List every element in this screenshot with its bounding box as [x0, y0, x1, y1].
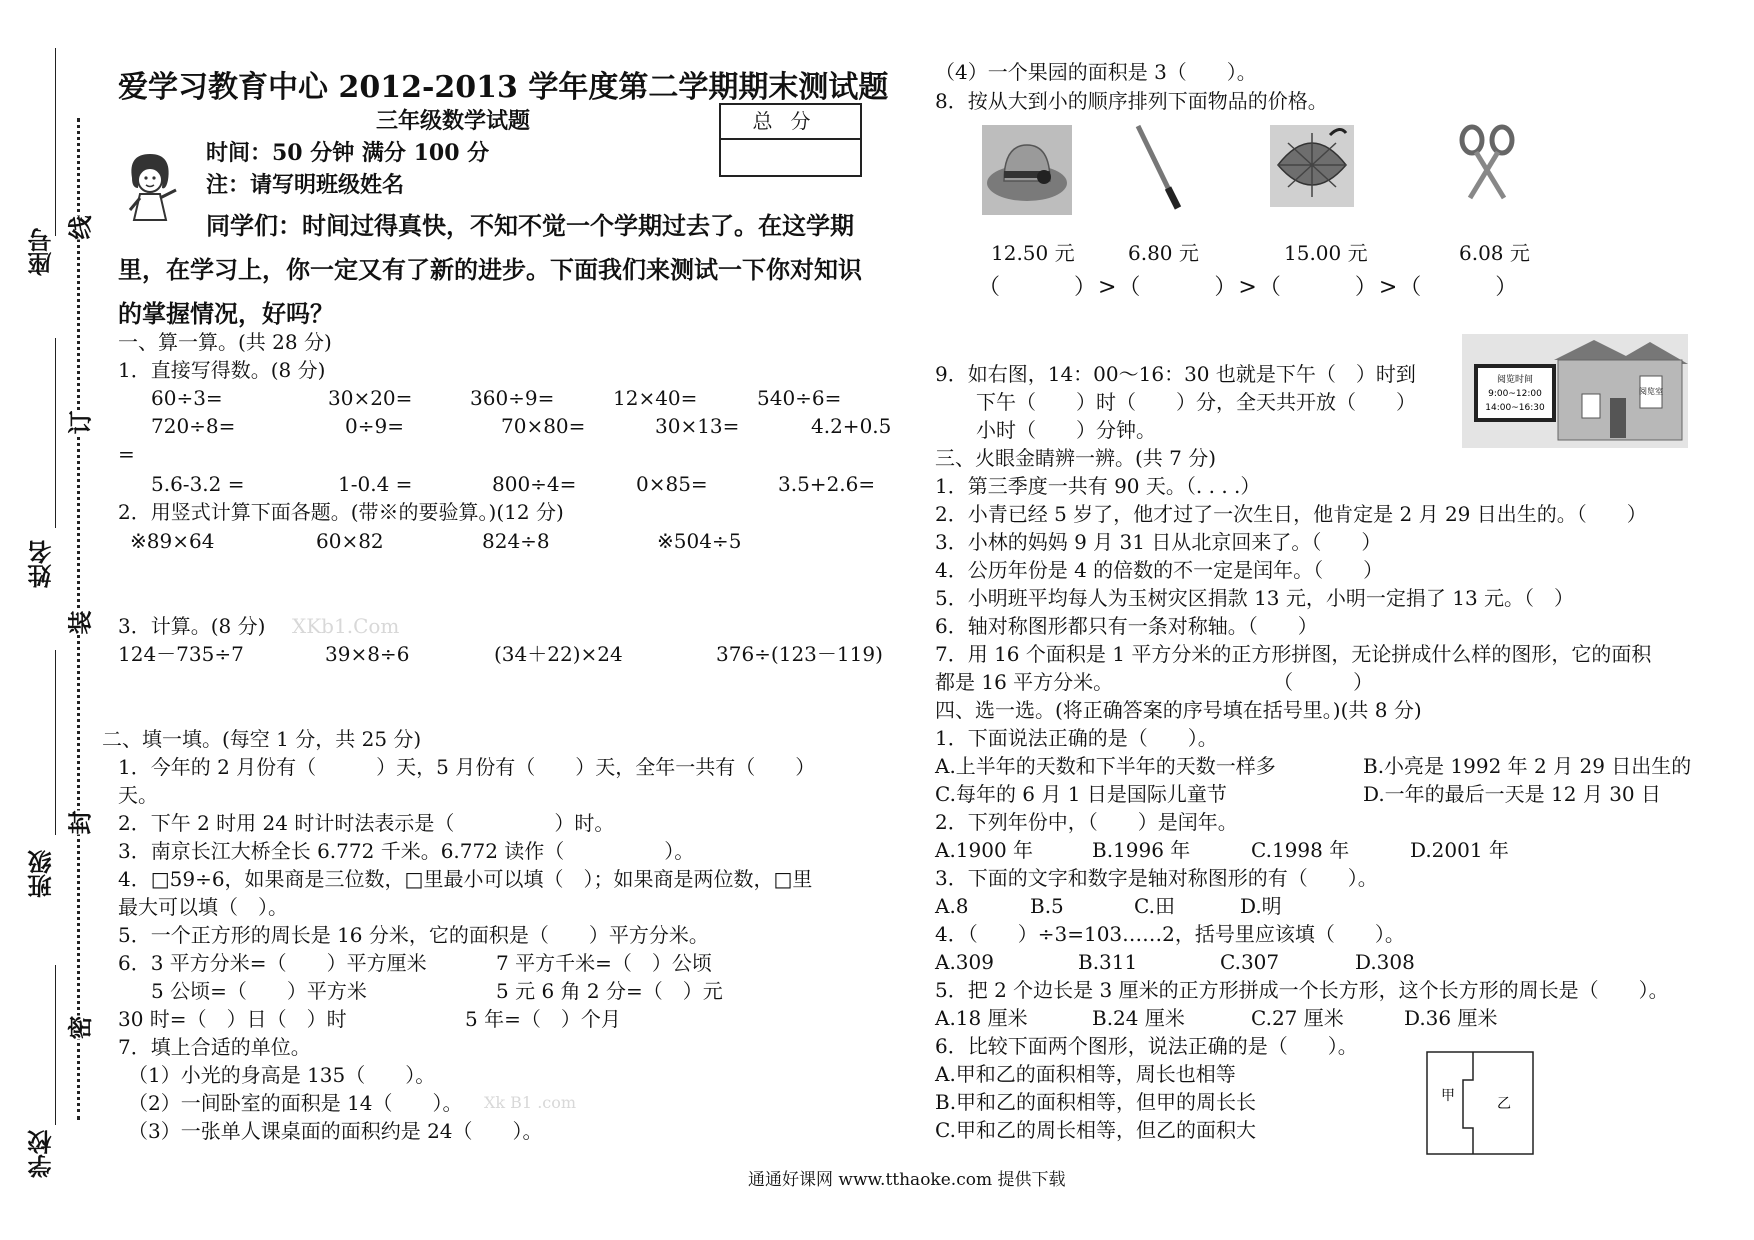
q3-item: (34＋22)×24 [494, 642, 623, 666]
choice-option: D.2001 年 [1410, 838, 1509, 862]
q1-item: 60÷3= [151, 386, 223, 410]
choice-option: B.24 厘米 [1092, 1006, 1185, 1030]
choice-option: B.小亮是 1992 年 2 月 29 日出生的 [1363, 754, 1692, 778]
section-1-title: 一、算一算。(共 28 分) [118, 330, 332, 354]
seal-mark-feng: 封 [61, 811, 96, 835]
q6-item: 30 时=（ ）日（ ）时 [118, 1007, 347, 1031]
q9-line: 9．如右图，14：00～16：30 也就是下午（ ）时到 [935, 362, 1416, 386]
q8-price: 6.08 元 [1459, 241, 1530, 265]
judge-line: 2．小青已经 5 岁了，他才过了一次生日，他肯定是 2 月 29 日出生的。（ ） [935, 502, 1647, 526]
exam-title: 爱学习教育中心 2012-2013 学年度第二学期期末测试题 [118, 70, 889, 105]
seal-mark-xian: 线 [61, 216, 96, 240]
q6-item: 6．3 平方分米=（ ）平方厘米 [118, 951, 427, 975]
library-sign-line1: 9:00~12:00 [1488, 389, 1542, 399]
total-score-label: 总分 [721, 105, 860, 140]
q2-item: 60×82 [316, 529, 384, 553]
judge-line: 5．小明班平均每人为玉树灾区捐款 13 元，小明一定捐了 13 元。（ ） [935, 586, 1575, 610]
margin-line-2 [55, 338, 56, 528]
exam-subtitle: 三年级数学试题 [376, 108, 531, 134]
choice-option: C.307 [1220, 950, 1280, 974]
choice-q1: 1．下面说法正确的是（ ）。 [935, 726, 1218, 750]
seal-mark-zhuang: 装 [61, 611, 96, 635]
choice-q2: 2．下列年份中，（ ）是闰年。 [935, 810, 1238, 834]
watermark-text: XKb1.Com [292, 614, 400, 638]
choice-option: B.1996 年 [1092, 838, 1191, 862]
q6-item: 5 元 6 角 2 分=（ ）元 [496, 979, 723, 1003]
judge-line: 6．轴对称图形都只有一条对称轴。（ ） [935, 614, 1318, 638]
intro-line-2: 里，在学习上，你一定又有了新的进步。下面我们来测试一下你对知识 [118, 255, 862, 284]
intro-line-3: 的掌握情况，好吗？ [118, 299, 334, 328]
choice-option: B.311 [1078, 950, 1138, 974]
choice-option: A.309 [935, 950, 994, 974]
q3-item: 376÷(123－119) [716, 642, 883, 666]
choice-option: A.1900 年 [935, 838, 1034, 862]
q1-item: 0÷9= [345, 414, 404, 438]
fill-line: 天。 [118, 783, 158, 807]
scissors-icon [1456, 124, 1518, 200]
name-label: 姓名 [27, 540, 56, 588]
choice-option: C.27 厘米 [1251, 1006, 1344, 1030]
q2-item: ※89×64 [130, 529, 215, 553]
choice-q3: 3．下面的文字和数字是轴对称图形的有（ ）。 [935, 866, 1378, 890]
brush-icon [1130, 122, 1190, 212]
umbrella-icon [1270, 125, 1354, 207]
q8-price: 15.00 元 [1284, 241, 1368, 265]
intro-line-1: 同学们：时间过得真快，不知不觉一个学期过去了。在这学期 [206, 211, 854, 240]
fill-line: 3．南京长江大桥全长 6.772 千米。6.772 读作（ ）。 [118, 839, 695, 863]
library-sign-line2: 14:00~16:30 [1485, 403, 1545, 413]
judge-line: 4．公历年份是 4 的倍数的不一定是闰年。（ ） [935, 558, 1384, 582]
watermark-text: Xk B1 .com [484, 1093, 577, 1112]
margin-line-1 [55, 48, 56, 236]
choice-option: D.明 [1240, 894, 1282, 918]
q8-order-blanks: （ ）>（ ）>（ ）>（ ） [978, 275, 1520, 300]
q9-line: 小时（ ）分钟。 [976, 418, 1156, 442]
section-3-title: 三、火眼金睛辨一辨。(共 7 分) [935, 446, 1217, 470]
q1-item: 1-0.4 = [338, 472, 413, 496]
q7-item: （3）一张单人课桌面的面积约是 24（ ）。 [128, 1119, 543, 1143]
figure-label-b: 乙 [1497, 1096, 1511, 1112]
margin-line-3 [55, 650, 56, 835]
q1-item: 30×20= [328, 386, 413, 410]
q2-item: 824÷8 [482, 529, 550, 553]
girl-icon [118, 148, 182, 224]
margin-line-4 [55, 965, 56, 1125]
q1-item: 3.5+2.6= [778, 472, 876, 496]
q1-item: 70×80= [501, 414, 586, 438]
judge-line: 1．第三季度一共有 90 天。（. . . .） [935, 474, 1261, 498]
choice-option: B.甲和乙的面积相等，但甲的周长长 [935, 1090, 1257, 1114]
q1-item: 12×40= [613, 386, 698, 410]
q6-item: 5 公顷=（ ）平方米 [151, 979, 367, 1003]
choice-option: A.8 [935, 894, 969, 918]
fill-line: 最大可以填（ ）。 [118, 895, 288, 919]
q6-item: 5 年=（ ）个月 [465, 1007, 621, 1031]
judge-line: 都是 16 平方分米。 （ ） [935, 670, 1374, 694]
seal-mark-mi: 密 [61, 1016, 96, 1040]
fill-line: 2．下午 2 时用 24 时计时法表示是（ ）时。 [118, 811, 615, 835]
choice-q4: 4．（ ）÷3=103……2，括号里应该填（ ）。 [935, 922, 1405, 946]
q1-item: 5.6-3.2 = [151, 472, 245, 496]
choice-option: A.上半年的天数和下半年的天数一样多 [935, 754, 1276, 778]
choice-option: C.1998 年 [1251, 838, 1350, 862]
q1-item: 0×85= [636, 472, 708, 496]
choice-option: D.36 厘米 [1404, 1006, 1498, 1030]
figure-label-a: 甲 [1441, 1088, 1455, 1104]
q1-item: 4.2+0.5 [811, 414, 892, 438]
q3-title: 3．计算。(8 分) [118, 614, 266, 638]
choice-option: D.一年的最后一天是 12 月 30 日 [1363, 782, 1662, 806]
library-sign-title: 阅览时间 [1496, 375, 1534, 385]
choice-option: B.5 [1030, 894, 1064, 918]
q9-line: 下午（ ）时（ ）分，全天共开放（ ） [976, 390, 1416, 414]
fill-line: 5．一个正方形的周长是 16 分米，它的面积是（ ）平方分米。 [118, 923, 709, 947]
q2-title: 2．用竖式计算下面各题。(带※的要验算。)(12 分) [118, 500, 564, 524]
q1-item: 540÷6= [757, 386, 842, 410]
time-line: 时间：50 分钟 满分 100 分 [206, 140, 490, 166]
q3-item: 124－735÷7 [118, 642, 244, 666]
judge-line: 7．用 16 个面积是 1 平方分米的正方形拼图，无论拼成什么样的图形，它的面积 [935, 642, 1652, 666]
choice-option: A.甲和乙的面积相等，周长也相等 [935, 1062, 1236, 1086]
choice-q6: 6．比较下面两个图形，说法正确的是（ ）。 [935, 1034, 1358, 1058]
q7-title: 7．填上合适的单位。 [118, 1035, 311, 1059]
section-2-title: 二、填一填。(每空 1 分，共 25 分) [102, 727, 422, 751]
q1-item-cont: = [118, 442, 135, 466]
fill-line: 4．□59÷6，如果商是三位数，□里最小可以填（ ）；如果商是两位数，□里 [118, 867, 813, 891]
choice-option: A.18 厘米 [935, 1006, 1028, 1030]
q7-item: （1）小光的身高是 135（ ）。 [128, 1063, 436, 1087]
library-door-label: 阅览室 [1639, 387, 1663, 396]
note-line: 注：请写明班级姓名 [206, 172, 405, 198]
q7-item-4: （4）一个果园的面积是 3（ ）。 [935, 60, 1257, 84]
seat-label: 座号 [27, 228, 56, 276]
q1-item: 800÷4= [492, 472, 577, 496]
q7-item: （2）一间卧室的面积是 14（ ）。 [128, 1091, 463, 1115]
class-label: 班级 [27, 850, 56, 898]
q3-item: 39×8÷6 [325, 642, 410, 666]
q1-item: 30×13= [655, 414, 740, 438]
choice-q5: 5．把 2 个边长是 3 厘米的正方形拼成一个长方形，这个长方形的周长是（ ）。 [935, 978, 1669, 1002]
total-score-box [719, 103, 862, 177]
fill-line: 1．今年的 2 月份有（ ）天，5 月份有（ ）天，全年一共有（ ） [118, 755, 816, 779]
library-picture [1462, 334, 1688, 448]
q1-item: 720÷8= [151, 414, 236, 438]
footer-source: 通通好课网 www.tthaoke.com 提供下载 [748, 1170, 1066, 1190]
shape-comparison-figure [1425, 1050, 1537, 1158]
q8-price: 12.50 元 [991, 241, 1075, 265]
q8-price: 6.80 元 [1128, 241, 1199, 265]
school-label: 学校 [27, 1130, 56, 1178]
q1-title: 1．直接写得数。(8 分) [118, 358, 326, 382]
judge-line: 3．小林的妈妈 9 月 31 日从北京回来了。（ ） [935, 530, 1382, 554]
seal-mark-ding: 订 [61, 411, 96, 435]
q6-item: 7 平方千米=（ ）公顷 [496, 951, 712, 975]
choice-option: C.每年的 6 月 1 日是国际儿童节 [935, 782, 1227, 806]
choice-option: D.308 [1355, 950, 1415, 974]
choice-option: C.田 [1134, 894, 1175, 918]
q2-item: ※504÷5 [657, 529, 742, 553]
section-4-title: 四、选一选。(将正确答案的序号填在括号里。)(共 8 分) [935, 698, 1422, 722]
q1-item: 360÷9= [470, 386, 555, 410]
choice-option: C.甲和乙的周长相等，但乙的面积大 [935, 1118, 1256, 1142]
q8-title: 8．按从大到小的顺序排列下面物品的价格。 [935, 89, 1328, 113]
hat-icon [982, 125, 1072, 215]
